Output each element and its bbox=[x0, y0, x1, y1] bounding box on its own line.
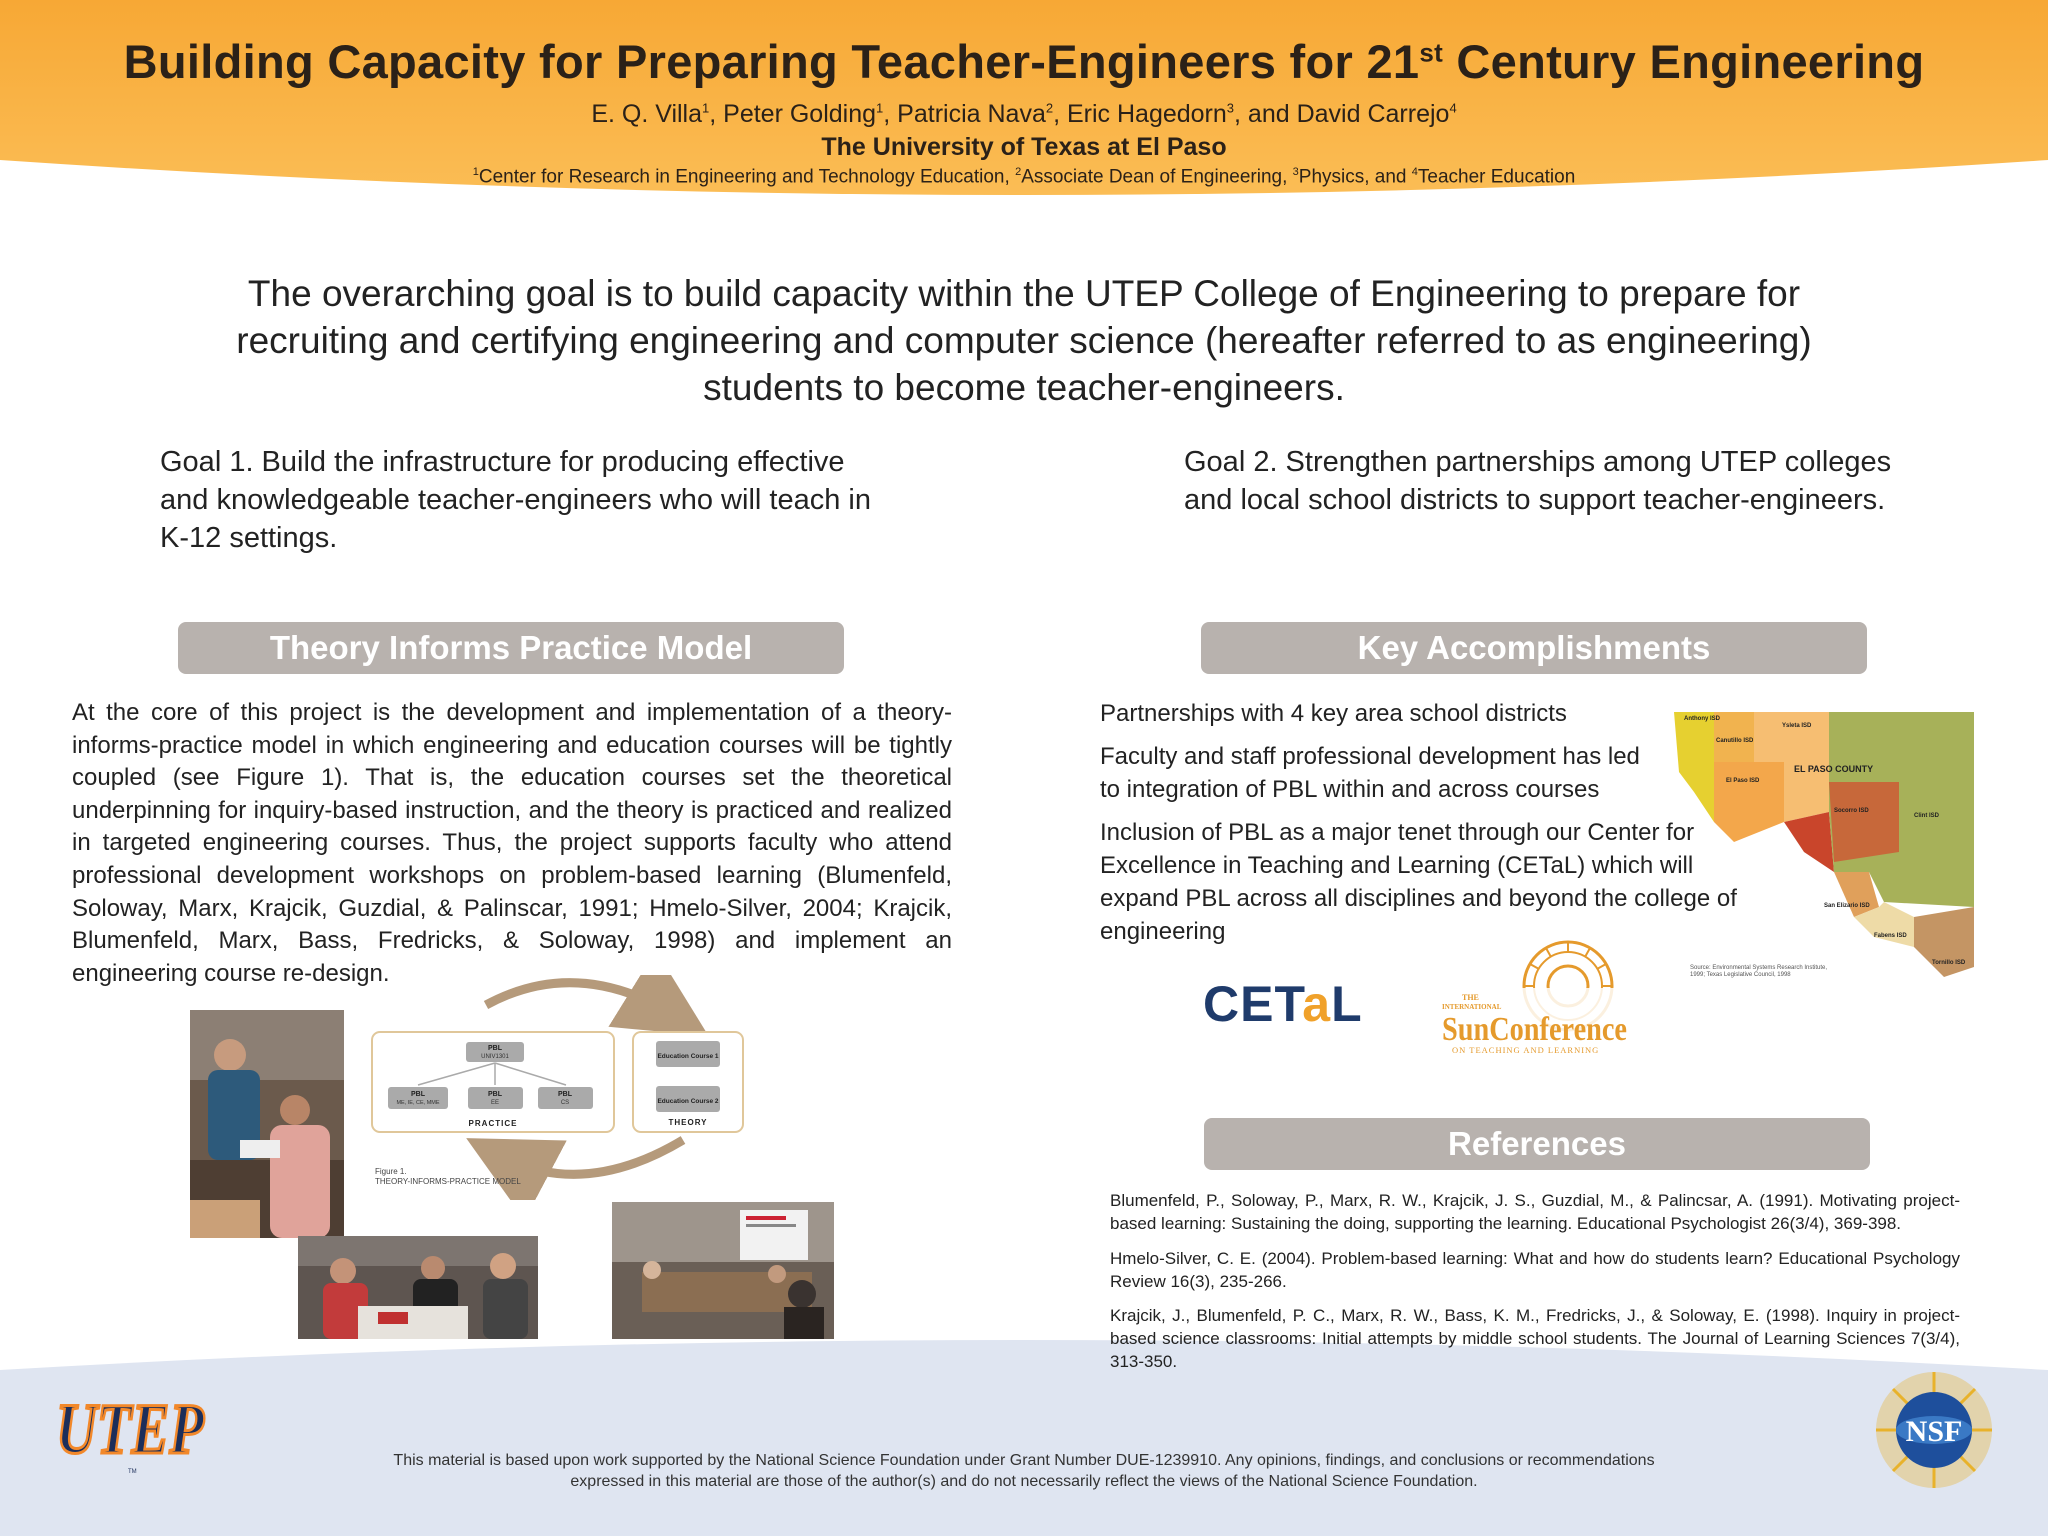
svg-text:Canutillo ISD: Canutillo ISD bbox=[1716, 738, 1754, 744]
workshop-photo bbox=[612, 1202, 834, 1339]
svg-text:Education Course 1: Education Course 1 bbox=[657, 1053, 719, 1060]
arrow-to-theory bbox=[486, 983, 678, 1017]
svg-text:Clint ISD: Clint ISD bbox=[1914, 813, 1939, 819]
overarching-goal: The overarching goal is to build capacity within the UTEP College of Engineering to prepare for recruiting and certifying engineering and computer science (hereafter referred to as engineering) students to become teacher-engineers. bbox=[236, 273, 1812, 408]
el-paso-county-map bbox=[1674, 702, 1974, 988]
accomplishment-item: Partnerships with 4 key area school districts bbox=[1100, 700, 1567, 727]
svg-text:Tornillo ISD: Tornillo ISD bbox=[1932, 960, 1966, 966]
nsf-logo bbox=[1874, 1370, 1994, 1490]
svg-text:NSF: NSF bbox=[1905, 1415, 1963, 1448]
university-name: The University of Texas at El Paso bbox=[821, 133, 1227, 161]
author: David Carrejo$^4$ bbox=[1296, 100, 1457, 128]
author: Patricia Nava$^2$, bbox=[897, 100, 1067, 128]
cetal-logo: CETaL bbox=[1203, 976, 1363, 1032]
goal-2: Goal 2. Strengthen partnerships among UTEP colleges and local school districts to support teacher-engineers. bbox=[1184, 446, 1892, 516]
svg-text:THE: THE bbox=[1462, 993, 1479, 1002]
svg-text:Ysleta ISD: Ysleta ISD bbox=[1782, 723, 1812, 729]
author-list bbox=[0, 100, 2048, 129]
author: E. Q. Villa$^1$, bbox=[591, 100, 724, 128]
svg-text:SunConference: SunConference bbox=[1442, 1011, 1627, 1048]
accomplishment-item: Faculty and staff professional development has led to integration of PBL within and across courses bbox=[1100, 743, 1640, 803]
svg-text:Fabens ISD: Fabens ISD bbox=[1874, 933, 1907, 939]
goal-1: Goal 1. Build the infrastructure for producing effective and knowledgeable teacher-engineers who will teach in K-12 settings. bbox=[160, 446, 871, 554]
svg-text:ME, IE, CE, MME: ME, IE, CE, MME bbox=[396, 1100, 440, 1106]
svg-text:Anthony ISD: Anthony ISD bbox=[1684, 716, 1720, 722]
reference-item: Krajcik, J., Blumenfeld, P. C., Marx, R. W., Bass, K. M., Fredricks, J., & Soloway, E. (1998). Inquiry in project-based science classrooms: Initial attempts by middle school students. The Journal of Learning Sciences 7(3/4), 313-350. bbox=[1110, 1306, 1960, 1371]
svg-text:PBL: PBL bbox=[558, 1091, 572, 1098]
classroom-photo-2 bbox=[298, 1236, 538, 1339]
practice-label: PRACTICE bbox=[468, 1119, 518, 1128]
figure-caption: Figure 1. THEORY-INFORMS-PRACTICE MODEL bbox=[375, 1167, 521, 1186]
svg-text:INTERNATIONAL: INTERNATIONAL bbox=[1442, 1003, 1502, 1011]
reference-item: Blumenfeld, P., Soloway, P., Marx, R. W., Krajcik, J. S., Guzdial, M., & Palincsar, A. (1991). Motivating project-based learning: Sustaining the doing, supporting the learning. Educational Psychologist 26(3/4), 369-398. bbox=[1110, 1191, 1960, 1233]
svg-text:UTEP: UTEP bbox=[56, 1389, 205, 1469]
svg-text:PBL: PBL bbox=[488, 1045, 502, 1052]
svg-text:Socorro ISD: Socorro ISD bbox=[1834, 808, 1869, 814]
nsf-disclaimer: This material is based upon work supported by the National Science Foundation under Grant Number DUE-1239910. Any opinions, findings, and conclusions or recommendations expressed in this material are those of the author(s) and do not necessarily reflect the views of the National Science Foundation. bbox=[393, 1452, 1655, 1490]
svg-text:PBL: PBL bbox=[488, 1091, 502, 1098]
accomplishment-item: Inclusion of PBL as a major tenet through our Center for Excellence in Teaching and Learning (CETaL) which will expand PBL across all disciplines and beyond the college of engineering bbox=[1100, 819, 1737, 945]
svg-text:San Elizario ISD: San Elizario ISD bbox=[1824, 903, 1870, 909]
poster-title: Building Capacity for Preparing Teacher-Engineers for 21st Century Engineering bbox=[123, 35, 1925, 88]
reference-item: Hmelo-Silver, C. E. (2004). Problem-based learning: What and how do students learn? Educational Psychology Review 16(3), 235-266. bbox=[1110, 1249, 1960, 1291]
sun-conference-logo bbox=[1440, 928, 1630, 1060]
svg-text:Education Course 2: Education Course 2 bbox=[657, 1098, 719, 1105]
author: Peter Golding$^1$, bbox=[723, 100, 898, 128]
classroom-photo-1 bbox=[190, 1010, 344, 1238]
section-header-references: References bbox=[1204, 1118, 1870, 1170]
svg-text:El Paso ISD: El Paso ISD bbox=[1726, 778, 1760, 784]
svg-text:TM: TM bbox=[128, 1469, 137, 1475]
svg-text:UNIV1301: UNIV1301 bbox=[481, 1054, 509, 1060]
section-header-theory: Theory Informs Practice Model bbox=[178, 622, 844, 674]
author: Eric Hagedorn$^3$, and bbox=[1066, 100, 1297, 128]
map-source-note: Source: Environmental Systems Research Institute, 1999; Texas Legislative Council, 1998 bbox=[1690, 965, 1828, 978]
arrow-to-practice bbox=[498, 1140, 683, 1174]
svg-text:CS: CS bbox=[560, 1100, 570, 1106]
utep-logo bbox=[50, 1378, 210, 1478]
svg-text:EE: EE bbox=[490, 1100, 500, 1106]
svg-text:ON TEACHING AND LEARNING: ON TEACHING AND LEARNING bbox=[1452, 1045, 1600, 1055]
theory-body-text: At the core of this project is the development and implementation of a theory-informs-practice model in which engineering and education courses will be tightly coupled (see Figure 1). That is, the education courses set the theoretical underpinning for inquiry-based instruction, and the theory is practiced and realized in targeted engineering courses. Thus, the project supports faculty who attend professional development workshops on problem-based learning (Blumenfeld, Soloway, Marx, Krajcik, Guzdial, & Palinscar, 1991; Hmelo-Silver, 2004; Krajcik, Blumenfeld, Marx, Bass, Fredricks, & Soloway, 1998) and implement an engineering course re-design. bbox=[72, 699, 952, 987]
svg-text:EL PASO COUNTY: EL PASO COUNTY bbox=[1794, 764, 1874, 774]
section-header-accomplishments: Key Accomplishments bbox=[1201, 622, 1867, 674]
svg-text:PBL: PBL bbox=[411, 1091, 425, 1098]
theory-label: THEORY bbox=[668, 1118, 708, 1127]
affiliation-list: $^1$Center for Research in Engineering and Technology Education, $^2$Associate Dean of Engineering, $^3$Physics, and $^4$Teacher Education bbox=[472, 166, 1576, 188]
